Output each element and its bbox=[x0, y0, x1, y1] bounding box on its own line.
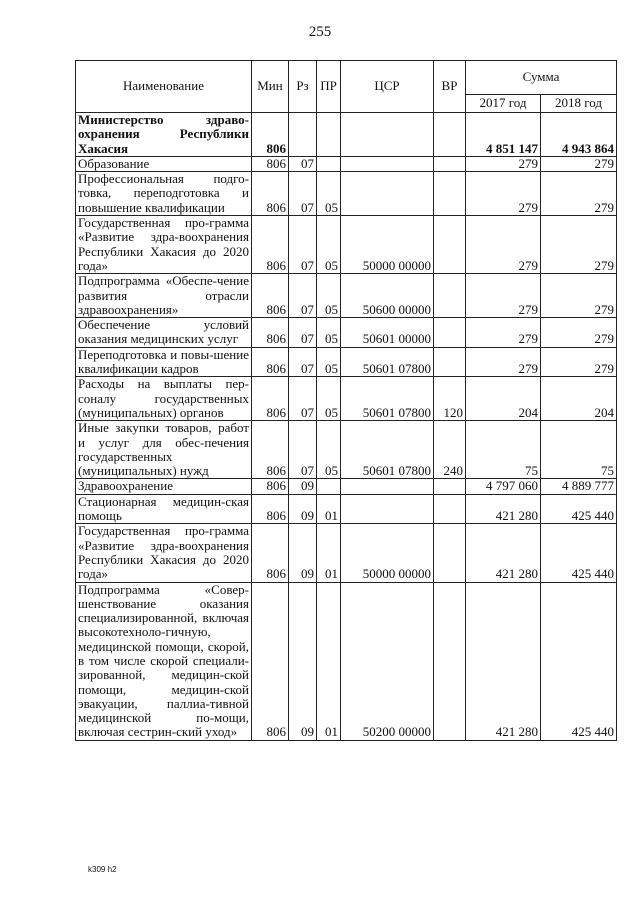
cell-name: Расходы на выплаты пер-соналу государственных (муниципальных) органов bbox=[76, 377, 252, 421]
cell-csr bbox=[341, 156, 434, 171]
cell-pr: 05 bbox=[317, 216, 341, 274]
table-header bbox=[76, 61, 617, 113]
cell-2018: 204 bbox=[541, 377, 617, 421]
cell-2018: 425 440 bbox=[541, 582, 617, 740]
cell-2017: 75 bbox=[466, 421, 541, 479]
budget-table bbox=[75, 60, 617, 741]
header-year-2018: 2018 год bbox=[541, 95, 617, 113]
cell-csr: 50601 00000 bbox=[341, 318, 434, 348]
header-pr: ПР bbox=[317, 61, 341, 113]
cell-name: Образование bbox=[76, 156, 252, 171]
cell-rz: 07 bbox=[289, 274, 317, 318]
cell-csr bbox=[341, 172, 434, 216]
cell-min: 806 bbox=[252, 377, 289, 421]
header-csr: ЦСР bbox=[341, 61, 434, 113]
cell-vr bbox=[434, 347, 466, 377]
cell-pr: 05 bbox=[317, 347, 341, 377]
cell-2018: 75 bbox=[541, 421, 617, 479]
cell-pr bbox=[317, 156, 341, 171]
cell-name: Подпрограмма «Совер-шенствование оказания специализированной, включая высокотехноло-гичную, медицинской помощи, скорой, в том числе скорой специали-зированной, медицин-ской помощи, медицин-ской эвакуации, паллиа-тивной медицинской по-мощи, включая сестрин-ский уход» bbox=[76, 582, 252, 740]
footer-code: k309 h2 bbox=[88, 865, 117, 874]
cell-vr bbox=[434, 172, 466, 216]
cell-pr: 05 bbox=[317, 377, 341, 421]
cell-min: 806 bbox=[252, 216, 289, 274]
header-vr: ВР bbox=[434, 61, 466, 113]
table-row bbox=[76, 494, 617, 524]
table-row bbox=[76, 274, 617, 318]
cell-rz: 09 bbox=[289, 494, 317, 524]
cell-name: Профессиональная подго-товка, переподготовка и повышение квалификации bbox=[76, 172, 252, 216]
cell-min: 806 bbox=[252, 494, 289, 524]
cell-name: Государственная про-грамма «Развитие здра-воохранения Республики Хакасия до 2020 года» bbox=[76, 524, 252, 582]
cell-name: Стационарная медицин-ская помощь bbox=[76, 494, 252, 524]
table-row bbox=[76, 156, 617, 171]
cell-name: Здравоохранение bbox=[76, 479, 252, 494]
cell-2017: 421 280 bbox=[466, 582, 541, 740]
header-year-2017: 2017 год bbox=[466, 95, 541, 113]
table-row bbox=[76, 216, 617, 274]
table-row bbox=[76, 582, 617, 740]
cell-2017: 279 bbox=[466, 274, 541, 318]
cell-min: 806 bbox=[252, 347, 289, 377]
cell-min: 806 bbox=[252, 582, 289, 740]
cell-pr: 01 bbox=[317, 494, 341, 524]
cell-name: Подпрограмма «Обеспе-чение развития отрасли здравоохранения» bbox=[76, 274, 252, 318]
cell-name: Министерство здраво-охранения Республики Хакасия bbox=[76, 113, 252, 157]
cell-vr bbox=[434, 318, 466, 348]
header-rz: Рз bbox=[289, 61, 317, 113]
cell-csr: 50000 00000 bbox=[341, 216, 434, 274]
cell-name: Государственная про-грамма «Развитие здра-воохранения Республики Хакасия до 2020 года» bbox=[76, 216, 252, 274]
cell-min: 806 bbox=[252, 113, 289, 157]
cell-rz: 09 bbox=[289, 524, 317, 582]
cell-2018: 425 440 bbox=[541, 524, 617, 582]
cell-vr bbox=[434, 479, 466, 494]
cell-pr bbox=[317, 113, 341, 157]
table-row bbox=[76, 421, 617, 479]
header-name: Наименование bbox=[76, 61, 252, 113]
cell-min: 806 bbox=[252, 156, 289, 171]
cell-2018: 279 bbox=[541, 172, 617, 216]
cell-csr: 50601 07800 bbox=[341, 421, 434, 479]
table-row bbox=[76, 479, 617, 494]
cell-pr: 01 bbox=[317, 524, 341, 582]
cell-rz: 07 bbox=[289, 377, 317, 421]
cell-pr: 05 bbox=[317, 172, 341, 216]
cell-2017: 279 bbox=[466, 172, 541, 216]
cell-csr: 50200 00000 bbox=[341, 582, 434, 740]
cell-csr: 50000 00000 bbox=[341, 524, 434, 582]
table-row bbox=[76, 172, 617, 216]
cell-csr bbox=[341, 479, 434, 494]
cell-rz: 07 bbox=[289, 421, 317, 479]
cell-min: 806 bbox=[252, 479, 289, 494]
cell-2018: 4 943 864 bbox=[541, 113, 617, 157]
cell-2018: 279 bbox=[541, 274, 617, 318]
table-row bbox=[76, 113, 617, 157]
cell-2017: 4 851 147 bbox=[466, 113, 541, 157]
cell-name: Иные закупки товаров, работ и услуг для обес-печения государственных (муниципальных) нужд bbox=[76, 421, 252, 479]
cell-rz: 07 bbox=[289, 156, 317, 171]
cell-csr: 50601 07800 bbox=[341, 347, 434, 377]
cell-pr bbox=[317, 479, 341, 494]
cell-pr: 05 bbox=[317, 318, 341, 348]
cell-pr: 01 bbox=[317, 582, 341, 740]
cell-2017: 279 bbox=[466, 318, 541, 348]
cell-min: 806 bbox=[252, 172, 289, 216]
cell-rz: 09 bbox=[289, 479, 317, 494]
cell-2018: 279 bbox=[541, 216, 617, 274]
cell-2017: 421 280 bbox=[466, 494, 541, 524]
cell-2017: 204 bbox=[466, 377, 541, 421]
cell-vr bbox=[434, 582, 466, 740]
cell-rz bbox=[289, 113, 317, 157]
header-min: Мин bbox=[252, 61, 289, 113]
table-row bbox=[76, 318, 617, 348]
cell-2018: 425 440 bbox=[541, 494, 617, 524]
cell-csr: 50601 07800 bbox=[341, 377, 434, 421]
table-row bbox=[76, 524, 617, 582]
cell-2017: 279 bbox=[466, 347, 541, 377]
cell-2018: 279 bbox=[541, 347, 617, 377]
cell-vr bbox=[434, 524, 466, 582]
cell-min: 806 bbox=[252, 421, 289, 479]
cell-rz: 07 bbox=[289, 172, 317, 216]
cell-vr bbox=[434, 274, 466, 318]
cell-min: 806 bbox=[252, 274, 289, 318]
cell-min: 806 bbox=[252, 524, 289, 582]
page-number: 255 bbox=[308, 24, 332, 40]
cell-csr bbox=[341, 494, 434, 524]
cell-csr: 50600 00000 bbox=[341, 274, 434, 318]
cell-vr: 120 bbox=[434, 377, 466, 421]
table-body bbox=[76, 113, 617, 741]
table-row bbox=[76, 347, 617, 377]
cell-2018: 279 bbox=[541, 156, 617, 171]
cell-2017: 4 797 060 bbox=[466, 479, 541, 494]
cell-name: Переподготовка и повы-шение квалификации кадров bbox=[76, 347, 252, 377]
cell-rz: 07 bbox=[289, 216, 317, 274]
cell-pr: 05 bbox=[317, 274, 341, 318]
cell-rz: 07 bbox=[289, 318, 317, 348]
cell-vr bbox=[434, 216, 466, 274]
cell-vr: 240 bbox=[434, 421, 466, 479]
cell-2017: 279 bbox=[466, 216, 541, 274]
cell-vr bbox=[434, 156, 466, 171]
cell-2017: 421 280 bbox=[466, 524, 541, 582]
cell-2018: 4 889 777 bbox=[541, 479, 617, 494]
cell-rz: 07 bbox=[289, 347, 317, 377]
cell-vr bbox=[434, 113, 466, 157]
cell-pr: 05 bbox=[317, 421, 341, 479]
header-sum: Сумма bbox=[466, 61, 617, 95]
cell-2018: 279 bbox=[541, 318, 617, 348]
cell-rz: 09 bbox=[289, 582, 317, 740]
cell-csr bbox=[341, 113, 434, 157]
cell-2017: 279 bbox=[466, 156, 541, 171]
table-row bbox=[76, 377, 617, 421]
cell-vr bbox=[434, 494, 466, 524]
cell-name: Обеспечение условий оказания медицинских услуг bbox=[76, 318, 252, 348]
cell-min: 806 bbox=[252, 318, 289, 348]
